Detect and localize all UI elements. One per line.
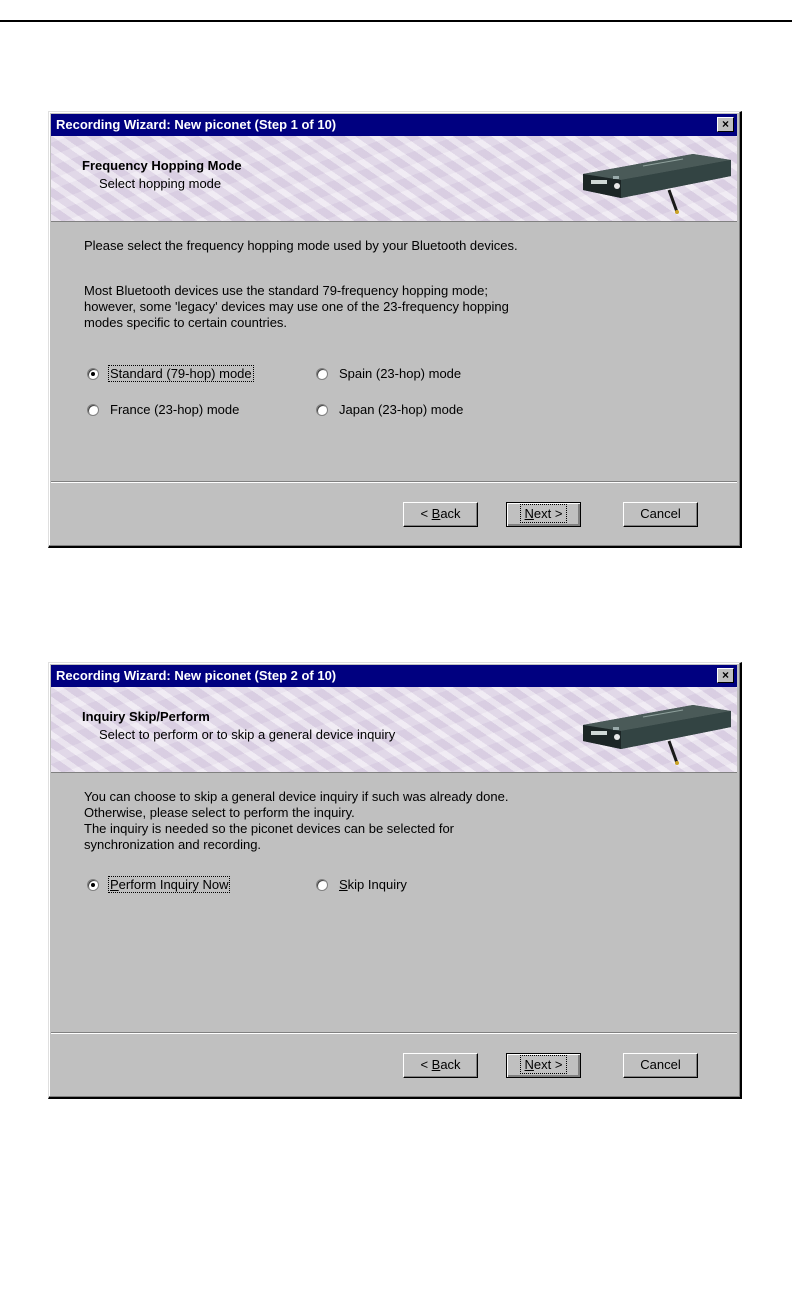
radio-button[interactable]	[87, 404, 99, 416]
cancel-button[interactable]: Cancel	[623, 1053, 698, 1078]
wizard-header	[51, 136, 737, 222]
radio-button-selected[interactable]	[87, 368, 99, 380]
window-title: Recording Wizard: New piconet (Step 1 of 10)	[56, 117, 337, 132]
next-button[interactable]: Next >	[506, 502, 581, 527]
radio-button-selected[interactable]	[87, 879, 99, 891]
cancel-button[interactable]: Cancel	[623, 502, 698, 527]
back-button[interactable]: < Back	[403, 1053, 478, 1078]
radio-label: Japan (23-hop) mode	[339, 402, 464, 417]
wizard-dialog-step1	[48, 111, 742, 548]
next-button[interactable]: Next >	[506, 1053, 581, 1078]
radio-button[interactable]	[316, 368, 328, 380]
back-button[interactable]: < Back	[403, 502, 478, 527]
window-title: Recording Wizard: New piconet (Step 2 of 10)	[56, 668, 337, 683]
description-text: Most Bluetooth devices use the standard 79-frequency hopping mode; however, some 'legacy' devices may use one of the 23-frequency hopping modes specific to certain countries.	[84, 283, 509, 330]
bluetooth-analyzer-device-icon	[573, 146, 733, 216]
radio-label: Skip Inquiry	[339, 877, 407, 892]
radio-button[interactable]	[316, 879, 328, 891]
radio-button[interactable]	[316, 404, 328, 416]
header-subtitle: Select to perform or to skip a general device inquiry	[99, 727, 396, 742]
intro-text: Please select the frequency hopping mode used by your Bluetooth devices.	[84, 238, 518, 253]
radio-label: France (23-hop) mode	[110, 402, 240, 417]
title-bar[interactable]	[51, 665, 737, 687]
button-separator	[51, 1032, 737, 1034]
header-title: Inquiry Skip/Perform	[82, 709, 210, 724]
header-subtitle: Select hopping mode	[99, 176, 222, 191]
page-top-rule	[0, 20, 792, 22]
radio-label: Standard (79-hop) mode	[110, 366, 252, 381]
description-text: You can choose to skip a general device inquiry if such was already done. Otherwise, please select to perform the inquiry. The inquiry is needed so the piconet devices can be selected for synchronization and recording.	[84, 789, 509, 852]
close-icon[interactable]: ×	[717, 668, 734, 683]
close-icon[interactable]: ×	[717, 117, 734, 132]
radio-label: Perform Inquiry Now	[110, 877, 229, 892]
title-bar[interactable]	[51, 114, 737, 136]
wizard-header	[51, 687, 737, 773]
header-title: Frequency Hopping Mode	[82, 158, 242, 173]
bluetooth-analyzer-device-icon	[573, 697, 733, 767]
wizard-dialog-step2	[48, 662, 742, 1099]
button-separator	[51, 481, 737, 483]
radio-label: Spain (23-hop) mode	[339, 366, 462, 381]
